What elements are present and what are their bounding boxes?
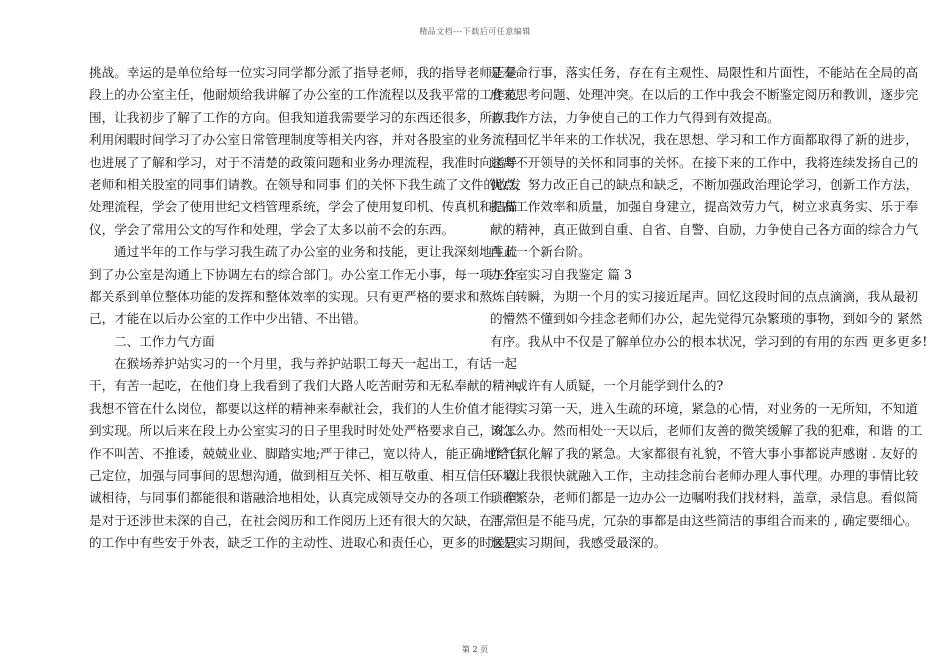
text-line: 回忆半年来的工作状况，我在思想、学习和工作方面都取得了新的进步，	[515, 132, 918, 148]
text-line: 该怎么办。然而相处一天以后，老师们友善的微笑缓解了我的犯难，和谐 的工	[490, 423, 923, 439]
text-line: 献的精神，真正做到自重、自省、自警、自励，力争使自己各方面的综合力气	[490, 221, 919, 237]
text-line: 诚相待，与同事们都能很和谐融洽地相处，认真完成领导交办的各项工作。但	[89, 490, 518, 506]
right-text-column	[490, 62, 928, 555]
text-line: 二、工作力气方面	[114, 333, 215, 349]
text-line: 度来思考问题、处理冲突。在以后的工作中我会不断鉴定阅历和教训，逐步完	[490, 87, 919, 103]
text-line: 再上一个新台阶。	[490, 244, 591, 260]
text-line: 优点，努力改正自己的缺点和缺乏，不断加强政治理论学习，创新工作方法，	[490, 176, 919, 192]
text-line: 仪，学会了常用公文的写作和处理，学会了太多以前不会的东西。	[89, 221, 455, 237]
text-line: 有序。我从中不仅是了解单位办公的根本状况，学习到的有用的东西 更多更多!	[490, 333, 928, 349]
text-line: 在猴场养护站实习的一个月里，我与养护站职工每天一起出工，有话一起	[114, 356, 517, 372]
text-line: 善工作方法，力争使自己的工作力气得到有效提高。	[490, 109, 780, 125]
text-line: 是奉命行事，落实任务，存在有主观性、局限性和片面性，不能站在全局的高	[490, 65, 919, 80]
page-number: 第 2 页	[461, 645, 489, 654]
text-line: 是对于还涉世未深的自己，在社会阅历和工作阅历上还有很大的欠缺，在平常	[89, 512, 518, 528]
text-line: 处理流程，学会了使用世纪文档管理系统，学会了使用复印机、传真机和扫描	[89, 199, 518, 215]
text-line: 琐碎繁杂，老师们都是一边办公一边嘱咐我们找材料，盖章，录信息。看似简	[490, 490, 919, 506]
text-line: 通过半年的工作与学习我生疏了办公室的业务和技能，更让我深刻地生疏	[114, 244, 517, 260]
text-line: 到了办公室是沟通上下协调左右的综合部门。办公室工作无小事，每一项工作	[89, 266, 518, 282]
text-line: 都关系到单位整体功能的发挥和整体效率的实现。只有更严格的要求和熬炼自	[89, 288, 518, 304]
text-line: 干，有苦一起吃，在他们身上我看到了我们大路人吃苦耐劳和无私奉献的精神，	[89, 378, 530, 394]
text-line	[490, 353, 874, 375]
text-line: 提高工作效率和质量，加强自身建立，提高效劳力气，树立求真务实、乐于奉	[490, 199, 919, 215]
text-line: 到实现。所以后来在段上办公室实习的日子里我时时处处严格要求自己，对工	[89, 423, 518, 439]
text-line: 挑战。幸运的是单位给每一位实习同学都分派了指导老师，我的指导老师正是	[89, 65, 518, 80]
left-text-column	[89, 62, 530, 555]
text-line: 我想不管在什么岗位，都要以这样的精神来奉献社会，我们的人生价值才能得	[89, 400, 518, 416]
text-line: 这是实习期间，我感受最深的。	[490, 535, 667, 551]
text-line: 办公室实习自我鉴定 篇 3	[490, 266, 632, 282]
text-line: 利用闲暇时间学习了办公室日常管理制度等相关内容，并对各股室的业务流程	[89, 132, 518, 148]
text-line: 或许有人质疑，一个月能学到什么的?	[515, 378, 724, 394]
text-line: 实习第一天，进入生疏的环境，紧急的心情，对业务的一无所知，不知道	[515, 400, 918, 416]
text-line: 环境让我很快就融入工作，主动挂念前台老师办理人事代理。办理的事情比较	[490, 468, 919, 484]
text-line: 围，让我初步了解了工作的方向。但我知道我需要学习的东西还很多，所以我	[89, 109, 518, 125]
text-line: 作不叫苦、不推诿，兢兢业业、脚踏实地;严于律己，宽以待人，能正确地给自	[89, 445, 522, 461]
text-line: 也进展了了解和学习，对于不清楚的政策问题和业务办理流程，我准时向指导	[89, 154, 518, 170]
text-line: 这离不开领导的关怀和同事的关怀。在接下来的工作中，我将连续发扬自己的	[490, 154, 919, 170]
text-line: 己，才能在以后办公室的工作中少出错、不出错。	[89, 311, 367, 327]
text-line: 洁，但是不能马虎，冗杂的事都是由这些简洁的事组合而来的 , 确定要细心。	[490, 512, 918, 528]
text-line: 作气氛化解了我的紧急。大家都很有礼貌，不管大事小事都说声感谢 . 友好的	[490, 445, 918, 461]
page-header: 精品文档---下载后可任意编辑	[419, 27, 531, 36]
text-line: 己定位，加强与同事间的思想沟通，做到相互关怀、相互敬重、相互信任、以	[89, 468, 518, 484]
text-line: 段上的办公室主任，他耐烦给我讲解了办公室的工作流程以及我平常的工作范	[89, 87, 518, 103]
text-line: 的工作中有些安于外表，缺乏工作的主动性、进取心和责任心，更多的时候只	[89, 535, 518, 551]
text-line: 的懵然不懂到如今挂念老师们办公，起先觉得冗杂繁琐的事物，到如今的 紧然	[490, 311, 923, 327]
text-line: 老师和相关股室的同事们请教。在领导和同事 们的关怀下我生疏了文件的收发	[89, 176, 522, 192]
text-line: 转瞬，为期一个月的实习接近尾声。回忆这段时间的点点滴滴，我从最初	[515, 288, 918, 304]
